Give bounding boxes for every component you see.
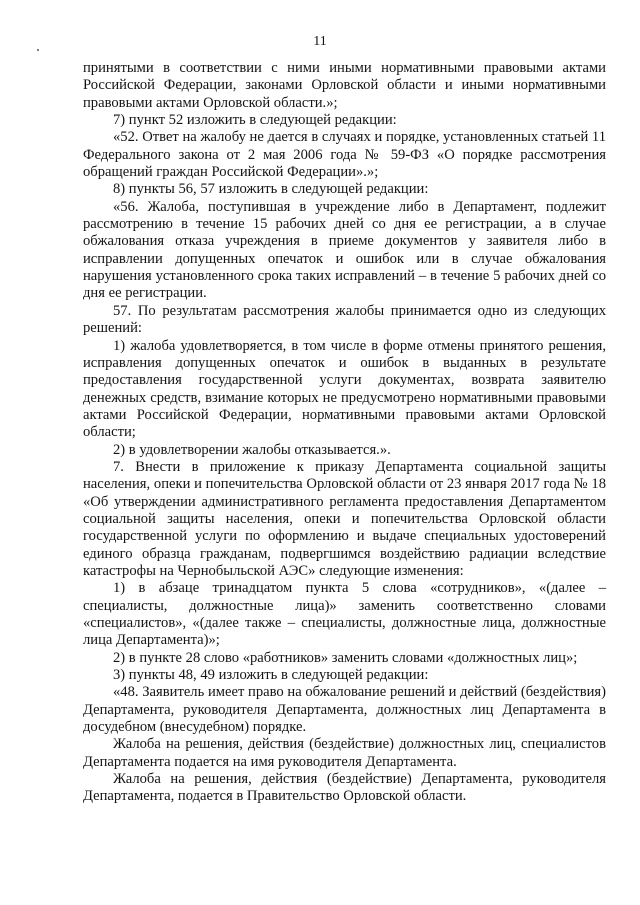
scan-speck	[37, 49, 39, 51]
paragraph: 57. По результатам рассмотрения жалобы принимается одно из следующих решений:	[83, 302, 606, 337]
paragraph: 2) в пункте 28 слово «работников» заменить словами «должностных лиц»;	[113, 649, 578, 666]
paragraph: 1) в абзаце тринадцатом пункта 5 слова «сотрудников», «(далее – специалисты, должностные лица)» заменить соответственно словами «специалистов», «(далее также – специалисты, должностные лица, должностные лица Департамента)»;	[83, 580, 606, 649]
paragraph: «56. Жалоба, поступившая в учреждение либо в Департамент, подлежит рассмотрению в течение 15 рабочих дней со дня ее регистрации, а в случае обжалования отказа учреждения в приеме документов у заявителя либо в исправлении допущенных опечаток и ошибок или в случае обжалования нарушения установленного срока таких исправлений – в течение 5 рабочих дней со дня ее регистрации.	[83, 198, 606, 302]
paragraph: «48. Заявитель имеет право на обжалование решений и действий (бездействия) Департамента, руководителя Департамента, должностных лиц Департамента в досудебном (внесудебном) порядке.	[83, 684, 606, 736]
paragraph: Жалоба на решения, действия (бездействие) должностных лиц, специалистов Департамента подается на имя руководителя Департамента.	[83, 736, 606, 770]
page-number: 11	[313, 34, 327, 49]
document-body	[83, 60, 606, 806]
paragraph: принятыми в соответствии с ними иными нормативными правовыми актами Российской Федерации, законами Орловской области и иными нормативными правовыми актами Орловской области.»;	[83, 60, 606, 111]
paragraph: 8) пункты 56, 57 изложить в следующей редакции:	[113, 181, 429, 198]
paragraph: Жалоба на решения, действия (бездействие) Департамента, руководителя Департамента, подается в Правительство Орловской области.	[83, 771, 606, 805]
paragraph: 2) в удовлетворении жалобы отказывается.».	[113, 441, 391, 458]
paragraph: «52. Ответ на жалобу не дается в случаях и порядке, установленных статьей 11 Федерального закона от 2 мая 2006 года № 59-ФЗ «О порядке рассмотрения обращений граждан Российской Федерации».»;	[83, 129, 606, 181]
paragraph: 7. Внести в приложение к приказу Департамента социальной защиты населения, опеки и попечительства Орловской области от 23 января 2017 года № 18 «Об утверждении административного регламента предоставления Департаментом социальной защиты населения, опеки и попечительства Орловской области государственной услуги по оформлению и выдаче специальных удостоверений единого образца гражданам, подвергшимся воздействию радиации вследствие катастрофы на Чернобыльской АЭС» следующие изменения:	[83, 458, 606, 579]
paragraph: 1) жалоба удовлетворяется, в том числе в форме отмены принятого решения, исправления допущенных опечаток и ошибок в выданных в результате предоставления государственной услуги документах, возврата заявителю денежных средств, взимание которых не предусмотрено нормативными правовыми актами Российской Федерации, нормативными правовыми актами Орловской области;	[83, 337, 606, 441]
paragraph: 7) пункт 52 изложить в следующей редакции:	[113, 112, 397, 129]
paragraph: 3) пункты 48, 49 изложить в следующей редакции:	[113, 667, 429, 684]
